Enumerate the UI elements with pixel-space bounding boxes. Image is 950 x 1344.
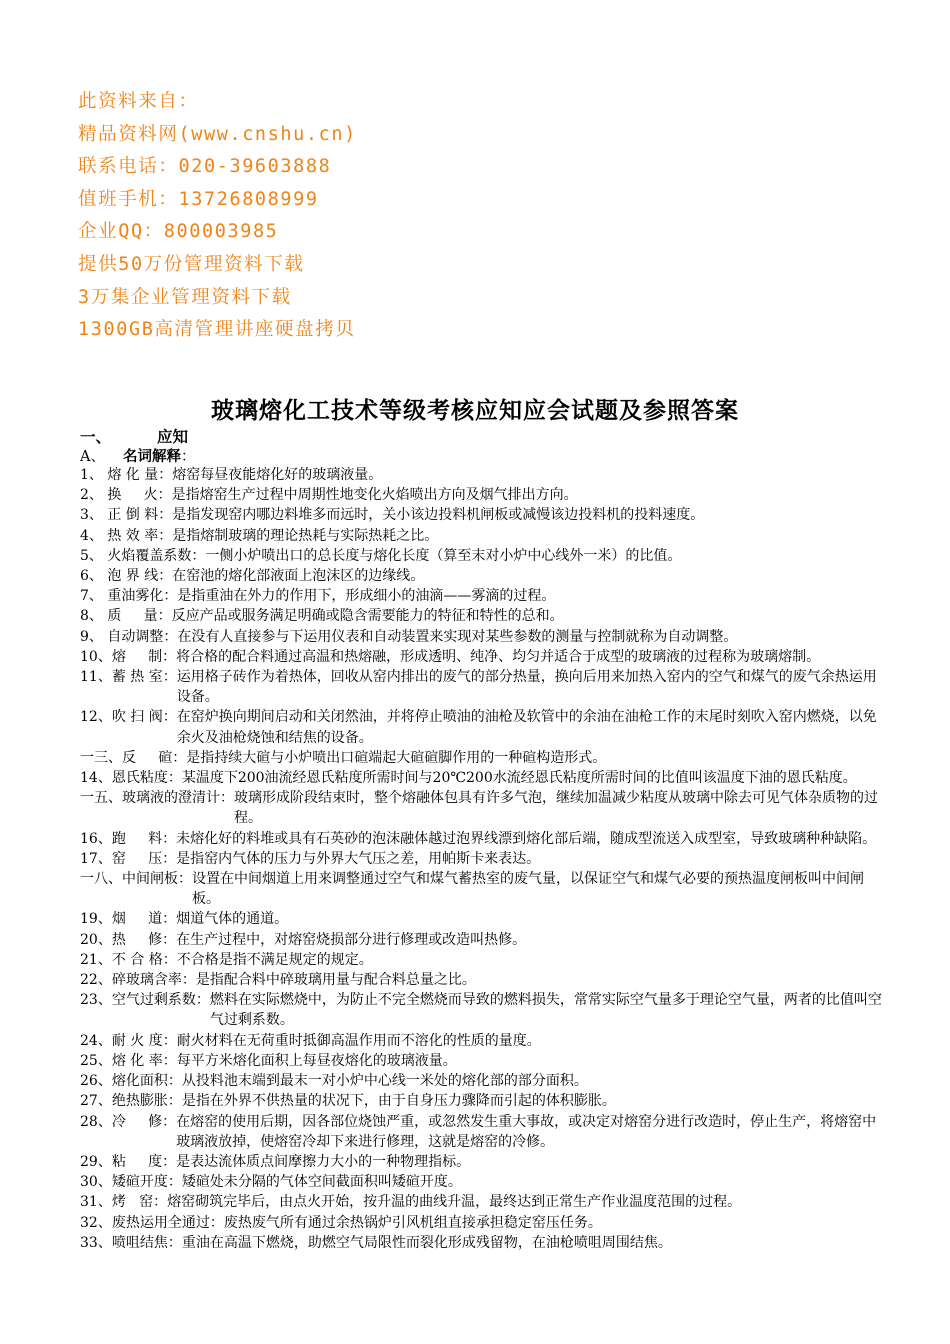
subsection-colon: ： — [180, 449, 196, 465]
entry-term: 9、 自动调整： — [80, 628, 178, 645]
source-info-line: 精品资料网(www.cnshu.cn) — [78, 123, 357, 145]
glossary-entry — [80, 546, 890, 566]
entry-definition: 是指发现窑内哪边料堆多而远时，关小该边投料机闸板或减慢该边投料机的投料速度。 — [172, 507, 705, 524]
entry-definition: 是指在外界不供热量的状况下，由于自身压力骤降而引起的体积膨胀。 — [181, 1093, 616, 1110]
entry-term: 17、窑 压： — [80, 850, 177, 867]
entry-definition: 反应产品或服务满足明确或隐含需要能力的特征和特性的总和。 — [171, 608, 564, 625]
entry-definition: 燃料在实际燃烧中，为防止不完全燃烧而导致的燃料损失，常常实际空气量多于理论空气量，两者的比值叫空气过剩系数。 — [209, 992, 882, 1029]
entry-term: 24、耐 火 度： — [80, 1032, 177, 1049]
entry-term: 25、熔 化 率： — [80, 1052, 177, 1069]
glossary-entry — [80, 1152, 890, 1172]
entry-term: 8、 质 量： — [80, 608, 172, 625]
entry-term: 30、矮碹开度： — [80, 1174, 182, 1191]
glossary-entry — [80, 566, 890, 586]
glossary-entry — [80, 586, 890, 606]
glossary-entry — [80, 485, 890, 505]
entry-term: 28、冷 修： — [80, 1113, 177, 1130]
entry-term: 29、粘 度： — [80, 1153, 177, 1170]
entry-definition: 熔窑每昼夜能熔化好的玻璃液量。 — [172, 467, 383, 483]
source-info-line: 此资料来自： — [78, 91, 199, 112]
entry-term: 一八、中间闸板： — [80, 871, 192, 888]
entry-definition: 是指持续大碹与小炉喷出口碹端起大碹碹脚作用的一种碹构造形式。 — [186, 749, 607, 766]
entry-term: 20、热 修： — [80, 931, 177, 948]
entry-term: 10、熔 制： — [80, 648, 177, 665]
entry-definition: 在窑炉换向期间启动和关闭然油，并将停止喷油的油枪及软管中的余油在油枪工作的末尾时刻吹入窑内燃烧，以免余火及油枪烧蚀和结焦的设备。 — [176, 709, 877, 746]
entry-term: 14、恩氏粘度： — [80, 770, 182, 787]
entry-definition: 是指熔制玻璃的理论热耗与实际热耗之比。 — [172, 527, 439, 544]
entry-term: 16、跑 料： — [80, 830, 177, 847]
entry-term: 31、烤 窑： — [80, 1194, 168, 1211]
entry-definition: 烟道气体的通道。 — [176, 911, 289, 928]
entry-term: 5、 火焰覆盖系数： — [80, 547, 206, 564]
glossary-entry — [80, 1112, 890, 1152]
subsection-prefix: A、 — [80, 449, 105, 465]
glossary-entry — [80, 1172, 890, 1192]
entry-definition: 每平方米熔化面积上每昼夜熔化的玻璃液量。 — [176, 1052, 457, 1069]
entry-term: 12、吹 扫 阀： — [80, 709, 177, 726]
glossary-entry — [80, 829, 890, 849]
glossary-entry — [80, 1233, 890, 1253]
entry-term: 一五、玻璃液的澄清计： — [80, 790, 234, 807]
entry-term: 22、碎玻璃含率： — [80, 972, 196, 989]
term-definition-list — [80, 465, 890, 1253]
glossary-entry — [80, 1192, 890, 1212]
source-info-line: 值班手机：13726808999 — [78, 188, 319, 210]
glossary-entry — [80, 788, 890, 828]
entry-definition: 熔窑砌筑完毕后，由点火开始，按升温的曲线升温，最终达到正常生产作业温度范围的过程。 — [167, 1194, 742, 1211]
glossary-entry — [80, 1091, 890, 1111]
entry-definition: 在没有人直接参与下运用仪表和自动装置来实现对某些参数的测量与控制就称为自动调整。 — [177, 628, 738, 645]
glossary-entry — [80, 849, 890, 869]
entry-term: 7、 重油雾化： — [80, 588, 178, 605]
entry-term: 一三、反 碹： — [80, 749, 187, 766]
entry-term: 1、 熔 化 量： — [80, 467, 173, 483]
entry-definition: 从投料池末端到最末一对小炉中心线一米处的熔化部的部分面积。 — [181, 1073, 588, 1090]
source-info-block — [78, 86, 357, 347]
glossary-entry — [80, 869, 890, 909]
entry-definition: 是指重油在外力的作用下，形成细小的油滴——雾滴的过程。 — [177, 588, 556, 605]
subsection-title: 名词解释 — [122, 448, 181, 465]
glossary-entry — [80, 748, 890, 768]
entry-term: 27、绝热膨胀： — [80, 1093, 182, 1110]
glossary-entry — [80, 627, 890, 647]
entry-definition: 耐火材料在无荷重时抵御高温作用而不溶化的性质的量度。 — [176, 1032, 541, 1049]
glossary-entry — [80, 667, 890, 707]
entry-definition: 某温度下200油流经恩氏粘度所需时间与20℃200水流经恩氏粘度所需时间的比值叫该温度下油的恩氏粘度。 — [181, 770, 857, 787]
glossary-entry — [80, 505, 890, 525]
glossary-entry — [80, 707, 890, 747]
entry-term: 6、 泡 界 线： — [80, 568, 173, 585]
glossary-entry — [80, 950, 890, 970]
entry-definition: 将合格的配合料通过高温和热熔融，形成透明、纯净、均匀并适合于成型的玻璃液的过程称为玻璃熔制。 — [176, 648, 821, 665]
document-title: 玻璃熔化工技术等级考核应知应会试题及参照答案 — [211, 397, 739, 424]
glossary-entry — [80, 526, 890, 546]
source-info-line: 联系电话：020-39603888 — [78, 156, 332, 178]
source-info-line: 提供50万份管理资料下载 — [78, 253, 305, 275]
glossary-entry — [80, 970, 890, 990]
glossary-entry — [80, 909, 890, 929]
source-info-line: 1300GB高清管理讲座硬盘拷贝 — [78, 319, 356, 341]
entry-definition: 未熔化好的料堆或具有石英砂的泡沫融体越过泡界线漂到熔化部后端，随成型流送入成型室，导致玻璃种种缺陷。 — [176, 830, 877, 847]
entry-definition: 一侧小炉喷出口的总长度与熔化长度（算至末对小炉中心线外一米）的比值。 — [205, 547, 682, 564]
glossary-entry — [80, 1031, 890, 1051]
entry-term: 23、空气过剩系数： — [80, 992, 210, 1009]
glossary-entry — [80, 990, 890, 1030]
subsection-heading — [80, 445, 195, 466]
entry-definition: 在生产过程中，对熔窑烧损部分进行修理或改造叫热修。 — [176, 931, 527, 948]
glossary-entry — [80, 465, 890, 485]
entry-definition: 是指窑内气体的压力与外界大气压之差，用帕斯卡来表达。 — [176, 850, 541, 867]
entry-term: 3、 正 倒 料： — [80, 507, 173, 524]
entry-term: 2、 换 火： — [80, 487, 172, 504]
entry-term: 19、烟 道： — [80, 911, 177, 928]
glossary-entry — [80, 606, 890, 626]
section-title: 应知 — [157, 427, 189, 446]
glossary-entry — [80, 1051, 890, 1071]
entry-definition: 在熔窑的使用后期，因各部位烧蚀严重，或忽然发生重大事故，或决定对熔窑分进行改造时，停止生产，将熔窑中玻璃液放掉，使熔窑冷却下来进行修理，这就是熔窑的冷修。 — [176, 1113, 877, 1150]
entry-definition: 设置在中间烟道上用来调整通过空气和煤气蓄热室的废气量，以保证空气和煤气必要的预热温度闸板叫中间闸板。 — [192, 871, 864, 908]
entry-definition: 重油在高温下燃烧，助燃空气局限性而裂化形成残留物，在油枪喷咀周围结焦。 — [181, 1234, 672, 1251]
section-number: 一、 — [80, 427, 112, 446]
entry-term: 11、蓄 热 室： — [80, 669, 177, 686]
glossary-entry — [80, 1071, 890, 1091]
entry-definition: 是指熔窑生产过程中周期性地变化火焰喷出方向及烟气排出方向。 — [171, 487, 578, 504]
glossary-entry — [80, 930, 890, 950]
entry-definition: 运用格子砖作为着热体，回收从窑内排出的废气的部分热量，换向后用来加热入窑内的空气和煤气的废气余热运用设备。 — [176, 669, 877, 706]
source-info-line: 企业QQ：800003985 — [78, 221, 279, 243]
glossary-entry — [80, 768, 890, 788]
entry-term: 32、废热运用全通过： — [80, 1214, 224, 1231]
entry-term: 21、不 合 格： — [80, 951, 177, 968]
entry-definition: 玻璃形成阶段结束时，整个熔融体包具有许多气泡，继续加温减少粘度从玻璃中除去可见气体杂质物的过程。 — [234, 790, 878, 827]
entry-term: 33、喷咀结焦： — [80, 1234, 182, 1251]
entry-definition: 是表达流体质点间摩擦力大小的一种物理指标。 — [176, 1153, 471, 1170]
glossary-entry — [80, 647, 890, 667]
entry-definition: 是指配合料中碎玻璃用量与配合料总量之比。 — [195, 972, 476, 989]
entry-definition: 废热废气所有通过余热锅炉引风机组直接承担稳定窑压任务。 — [223, 1214, 602, 1231]
section-heading — [80, 425, 188, 447]
entry-definition: 矮碹处未分隔的气体空间截面积叫矮碹开度。 — [181, 1174, 462, 1191]
entry-term: 4、 热 效 率： — [80, 527, 173, 544]
glossary-entry — [80, 1213, 890, 1233]
entry-definition: 在窑池的熔化部液面上泡沫区的边缘线。 — [172, 568, 425, 585]
entry-definition: 不合格是指不满足规定的规定。 — [176, 951, 373, 968]
entry-term: 26、熔化面积： — [80, 1073, 182, 1090]
source-info-line: 3万集企业管理资料下载 — [78, 286, 292, 308]
